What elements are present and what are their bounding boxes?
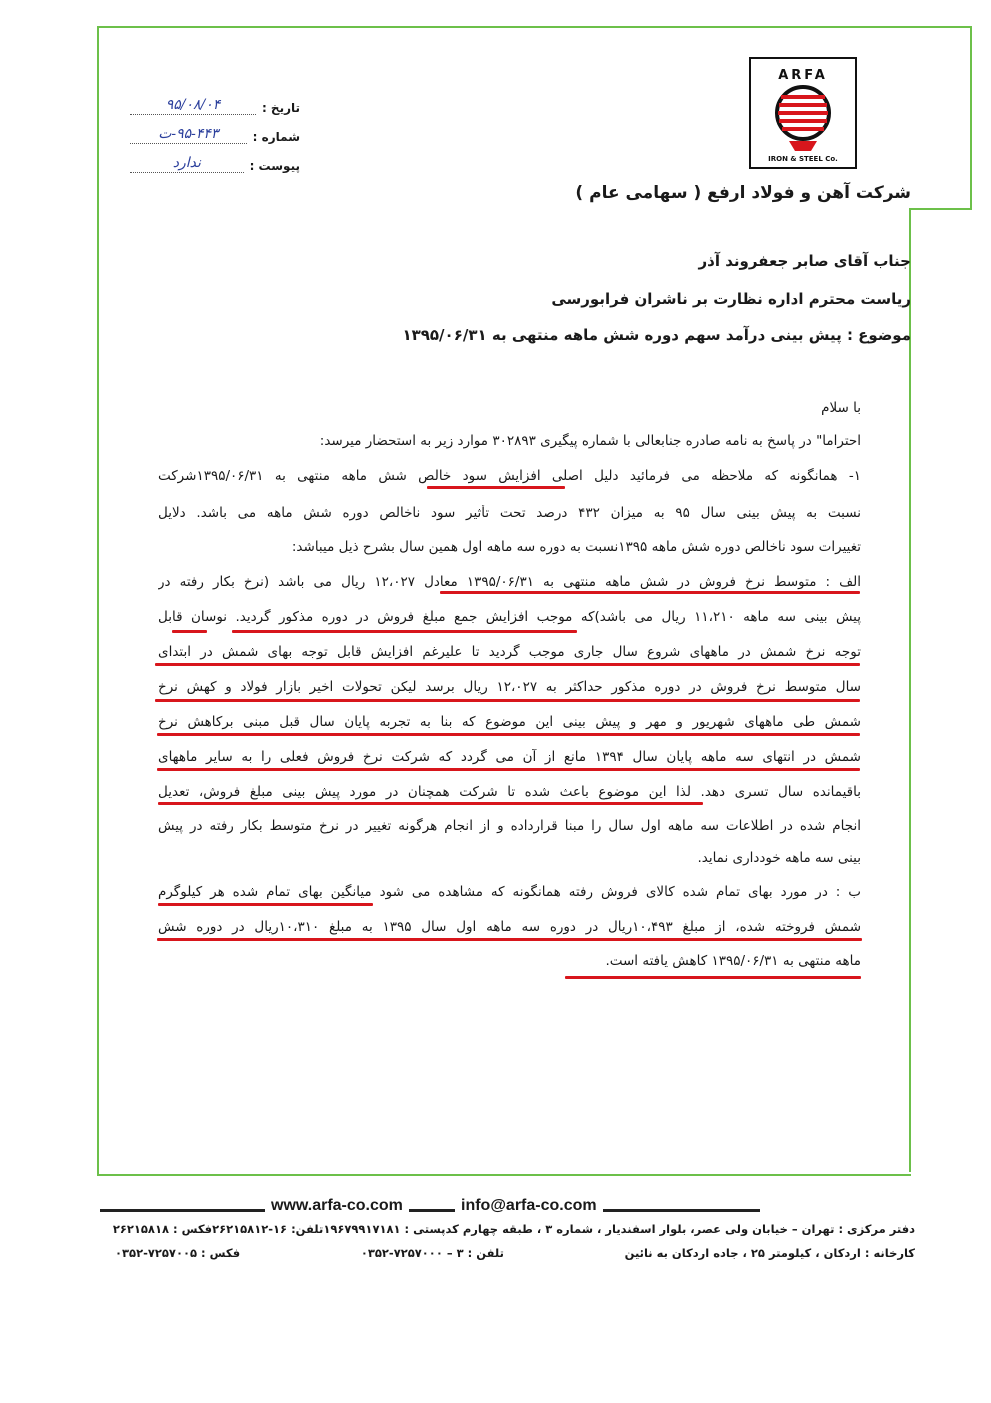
section-a-line: بینی سه ماهه خودداری نماید.	[697, 850, 861, 866]
frame-mid-line	[909, 208, 972, 210]
number-value: ۹۵-۴۴۳-ت	[130, 125, 247, 144]
letter-meta	[130, 86, 300, 173]
attachment-label: پیوست :	[249, 159, 300, 173]
frame-top-line	[97, 26, 972, 28]
website-link[interactable]: www.arfa-co.com	[265, 1197, 409, 1215]
paragraph-1-line: تغییرات سود ناخالص دوره شش ماهه ۱۳۹۵نسبت به دوره سه ماهه اول همین سال بشرح ذیل میباشد:	[291, 539, 861, 555]
paragraph-1-line: نسبت به پیش بینی سال ۹۵ به میزان ۴۳۲ درصد تحت تأثیر سود ناخالص دوره شش ماهه می باشد. دلایل	[158, 505, 861, 521]
red-underline	[440, 591, 860, 594]
frame-right-outer-line	[970, 26, 972, 210]
red-underline	[427, 486, 565, 489]
office-fax: فکس : ۲۶۲۱۵۸۱۸	[112, 1222, 213, 1236]
red-underline	[157, 733, 860, 736]
red-underline	[158, 903, 373, 906]
footer-contact-row	[100, 1197, 760, 1217]
frame-bottom-line	[97, 1174, 911, 1176]
red-underline	[157, 768, 860, 771]
recipient-title: ریاست محترم اداره نظارت بر ناشران فرابورسی	[551, 290, 911, 308]
factory-address: کارخانه : اردکان ، کیلومتر ۲۵ ، جاده اردکان به نائین	[624, 1246, 915, 1260]
date-label: تاریخ :	[261, 101, 300, 115]
attachment-row	[130, 144, 300, 173]
footer-rule	[100, 1209, 760, 1212]
section-b-line: ماهه منتهی به ۱۳۹۵/۰۶/۳۱ کاهش یافته است.	[605, 953, 861, 969]
date-value: ۹۵/۰۸/۰۴	[130, 96, 256, 115]
section-a-line: توجه نرخ شمش در ماههای شروع سال جاری موجب گردید تا علیرغم افزایش قابل توجه بهای شمش در ابتدای	[158, 644, 861, 660]
factory-phone: تلفن : ۳ – ۷۲۵۷۰۰۰-۰۳۵۲	[360, 1246, 504, 1260]
office-address: دفتر مرکزی : تهران – خیابان ولی عصر، بلوار اسفندیار ، شماره ۳ ، طبقه چهارم کدپستی : ۱۹۶۷۹۹۱۷۱۸۱	[323, 1222, 915, 1236]
greeting: با سلام	[821, 400, 861, 416]
section-a-line: سال متوسط نرخ فروش در دوره مذکور حداکثر به ۱۲،۰۲۷ ریال برسد لیکن تحولات اخیر بازار فولاد و کهش نرخ	[158, 679, 861, 695]
red-underline	[155, 663, 860, 666]
section-b-line: شمش فروخته شده، از مبلغ ۱۰،۴۹۳ریال در دوره سه ماهه اول سال ۱۳۹۵ به مبلغ ۱۰،۳۱۰ریال در دوره شش	[158, 919, 861, 935]
office-phone: تلفن: ۱۶-۲۶۲۱۵۸۱۲	[212, 1222, 324, 1236]
logo-sub-text: IRON & STEEL Co.	[768, 155, 838, 163]
company-logo	[749, 57, 857, 169]
attachment-value: ندارد	[130, 154, 244, 173]
letter-subject: موضوع : پیش بینی درآمد سهم دوره شش ماهه منتهی به ۱۳۹۵/۰۶/۳۱	[402, 326, 911, 344]
section-a-line: شمش در انتهای سه ماهه پایان سال ۱۳۹۴ مانع از آن می گردد که شرکت نرخ فروش فعلی را به سایر ماههای	[158, 749, 861, 765]
section-a-line: باقیمانده سال تسری دهد. لذا این موضوع باعث شده تا شرکت همچنان در مورد پیش بینی مبلغ فروش، تعدیل	[158, 784, 861, 800]
red-underline	[157, 938, 862, 941]
factory-address-line	[115, 1246, 915, 1260]
red-underline	[232, 630, 577, 633]
office-address-line	[112, 1222, 915, 1236]
date-row	[130, 86, 300, 115]
section-b-line: ب : در مورد بهای تمام شده کالای فروش رفته همانگونه که مشاهده می شود میانگین بهای تمام شده هر کیلوگرم	[158, 884, 861, 900]
intro-line: احتراما" در پاسخ به نامه صادره جنابعالی با شماره پیگیری ۳۰۲۸۹۳ موارد زیر به استحضار میرسد:	[319, 433, 861, 449]
section-a-line: انجام شده در اطلاعات سه ماهه اول سال را مبنا قرارداده و از انجام هرگونه تغییر در نرخ متوسط بکار رفته در پیش	[158, 818, 861, 834]
frame-right-inner-line	[909, 208, 911, 1172]
red-underline	[565, 976, 861, 979]
red-underline	[158, 802, 703, 805]
company-name: شرکت آهن و فولاد ارفع ( سهامی عام )	[575, 183, 911, 203]
number-label: شماره :	[252, 130, 300, 144]
factory-fax: فکس : ۷۲۵۷۰۰۵-۰۳۵۲	[115, 1246, 241, 1260]
paragraph-1-line: ۱- همانگونه که ملاحظه می فرمائید دلیل اصلی افزایش سود خالص شش ماهه منتهی به ۱۳۹۵/۰۶/۳۱شرکت	[158, 468, 861, 484]
section-a-line: شمش طی ماههای شهریور و مهر و پیش بینی این موضوع که بنا به تجربه پایان سال قبل مبنی برکاهش نرخ	[158, 714, 861, 730]
recipient-name: جناب آقای صابر جعفروند آذر	[698, 252, 911, 270]
red-underline	[172, 630, 207, 633]
section-a-line: الف : متوسط نرخ فروش در شش ماهه منتهی به ۱۳۹۵/۰۶/۳۱ معادل ۱۲،۰۲۷ ریال می باشد (نرخ بکار رفته در	[158, 574, 861, 590]
logo-brand-text: ARFA	[778, 68, 828, 83]
red-underline	[155, 699, 860, 702]
section-a-line: پیش بینی سه ماهه ۱۱،۲۱۰ ریال می باشد)که موجب افزایش جمع مبلغ فروش در دوره مذکور گردید. نوسان قابل	[158, 609, 861, 625]
number-row	[130, 115, 300, 144]
email-link[interactable]: info@arfa-co.com	[455, 1197, 603, 1215]
frame-top-left-line	[97, 26, 99, 1176]
